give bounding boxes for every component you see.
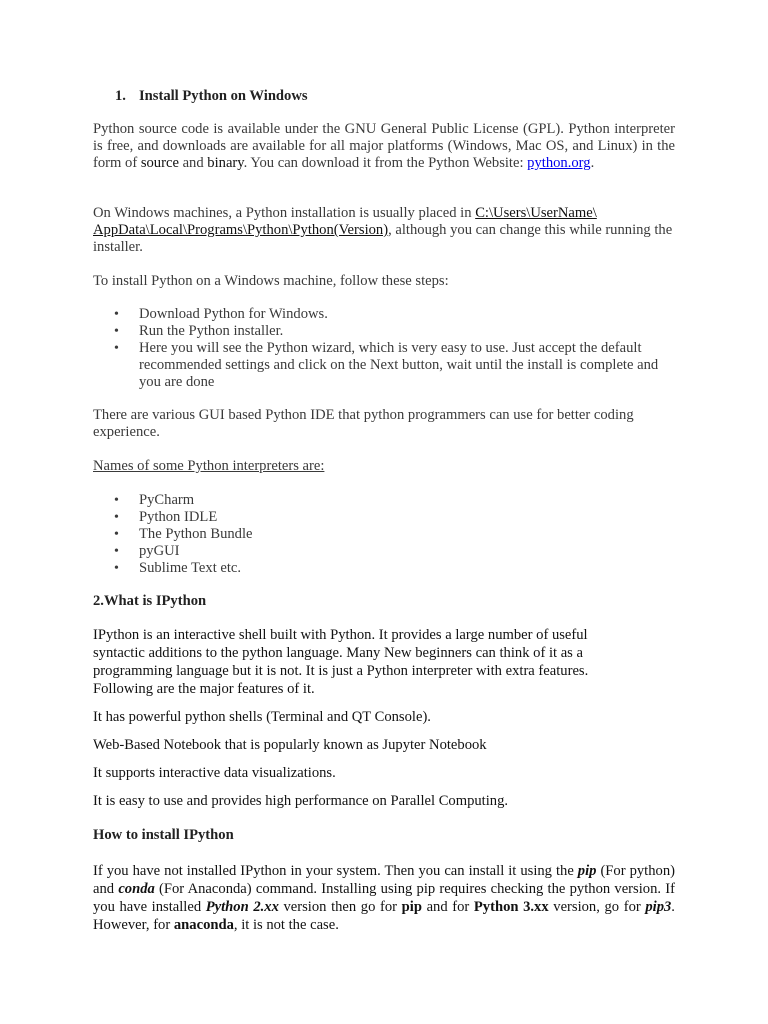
ipython-intro-paragraph: IPython is an interactive shell built with Python. It provides a large number of useful syntactic additions to the python language. Many New beginners can think of it as a programming language but it is not. It is just a Python interpreter with extra features. Following are the major features of it. [93, 627, 589, 697]
list-item: • The Python Bundle [93, 526, 675, 543]
pip-bold: pip [401, 899, 422, 915]
interpreters-heading [93, 458, 675, 475]
install-text-8: , it is not the case. [233, 917, 339, 933]
conda-command: conda [118, 881, 155, 897]
feature-item: It has powerful python shells (Terminal and QT Console). [93, 709, 431, 725]
list-item: • Here you will see the Python wizard, which is very easy to use. Just accept the default recommended settings and click on the Next button, wait until the install is complete and you are done [93, 340, 675, 391]
install-text-2: (For python) and [93, 863, 675, 897]
list-item: • Python IDLE [93, 509, 675, 526]
feature-item: It supports interactive data visualizations. [93, 765, 336, 781]
pip-command: pip [577, 863, 597, 879]
python-org-link[interactable]: python.org [527, 155, 591, 171]
binary-word: binary [207, 155, 244, 171]
install-text-3: (For Anaconda) command. Installing using pip requires checking the python version. If you have installed [93, 881, 675, 915]
install-text-6: version, go for [548, 899, 646, 915]
install-text-4: version then go for [278, 899, 402, 915]
section1-heading-text: Install Python on Windows [139, 88, 308, 104]
para1-text-a: Python source code is available under the GNU General Public License (GPL). Python interpreter is free, and downloads are available for all major platforms (Windows, Mac OS, and Linux) in the form of [93, 121, 675, 171]
install-path: C:\Users\UserName\ AppData\Local\Programs\Python\Python(Version) [93, 205, 597, 238]
install-location-paragraph [93, 205, 675, 256]
install-steps-intro: To install Python on a Windows machine, follow these steps: [93, 273, 449, 289]
para2-text-b: , although you can change this while running the installer. [93, 222, 673, 255]
install-ipython-heading: How to install IPython [93, 827, 234, 843]
install-text-1: If you have not installed IPython in your system. Then you can install it using the [93, 863, 578, 879]
python2-version: Python 2.xx [205, 899, 279, 915]
anaconda-bold: anaconda [173, 917, 234, 933]
list-item: • Sublime Text etc. [93, 560, 675, 577]
source-word: source [140, 155, 179, 171]
install-steps-list [93, 306, 675, 391]
interpreters-list [93, 492, 675, 577]
install-text-5: and for [421, 899, 474, 915]
para1-text-d: . [590, 155, 595, 171]
install-ipython-paragraph [93, 862, 675, 934]
para2-text-a: On Windows machines, a Python installation is usually placed in [93, 205, 476, 221]
pip3-command: pip3 [645, 899, 672, 915]
list-item: • Run the Python installer. [93, 323, 675, 340]
gui-ide-paragraph: There are various GUI based Python IDE that python programmers can use for better coding experience. [93, 407, 634, 440]
feature-item: It is easy to use and provides high performance on Parallel Computing. [93, 793, 509, 809]
section1-heading [93, 88, 675, 105]
list-item: • pyGUI [93, 543, 675, 560]
feature-item: Web-Based Notebook that is popularly known as Jupyter Notebook [93, 737, 487, 753]
para1-text-b: and [178, 155, 208, 171]
list-item: • PyCharm [93, 492, 675, 509]
section2-heading: 2.What is IPython [93, 593, 207, 609]
interpreters-heading-text: Names of some Python interpreters are: [93, 458, 325, 474]
list-item: • Download Python for Windows. [93, 306, 675, 323]
python-license-paragraph [93, 121, 675, 172]
para1-text-c: . You can download it from the Python Website: [243, 155, 528, 171]
python3-version: Python 3.xx [473, 899, 549, 915]
section1-number: 1. [115, 88, 126, 104]
install-text-7: . However, for [93, 899, 675, 933]
